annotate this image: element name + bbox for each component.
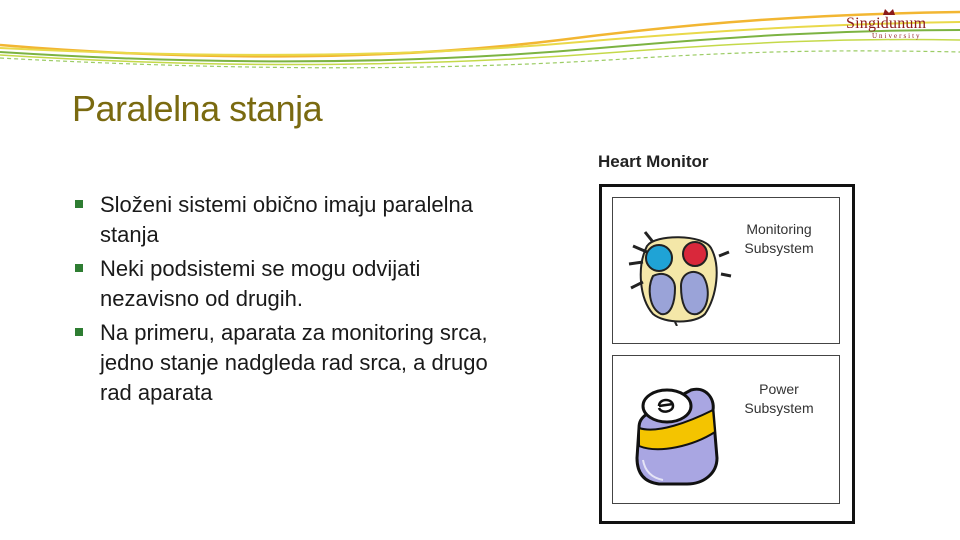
bullet-item [72,254,512,314]
power-line1: Power [759,381,799,397]
bullet-item [72,318,512,408]
heart-monitor-state [599,184,855,524]
heart-icon [625,226,733,326]
logo-subtitle: University [872,32,922,40]
bullet-text: Složeni sistemi obično imaju paralelna stanja [100,192,473,247]
battery-icon [629,376,721,494]
monitoring-subsystem-label [729,220,829,258]
power-line2: Subsystem [744,400,814,416]
bullet-text: Na primeru, aparata za monitoring srca, jedno stanje nadgleda rad srca, a drugo rad aparata [100,320,488,405]
bullet-text: Neki podsistemi se mogu odvijati nezavisno od drugih. [100,256,421,311]
monitoring-line2: Subsystem [744,240,814,256]
square-bullet-icon [74,327,84,337]
logo-name: Singidunum [846,15,927,32]
bullet-list [72,190,512,412]
monitoring-line1: Monitoring [746,221,812,237]
square-bullet-icon [74,263,84,273]
figure-title: Heart Monitor [598,152,709,171]
square-bullet-icon [74,199,84,209]
decorative-waves [0,0,960,80]
university-logo [842,6,942,42]
monitoring-subsystem-region [612,197,840,344]
slide-title: Paralelna stanja [72,88,323,129]
bullet-item [72,190,512,250]
power-subsystem-region [612,355,840,504]
power-subsystem-label [729,380,829,418]
